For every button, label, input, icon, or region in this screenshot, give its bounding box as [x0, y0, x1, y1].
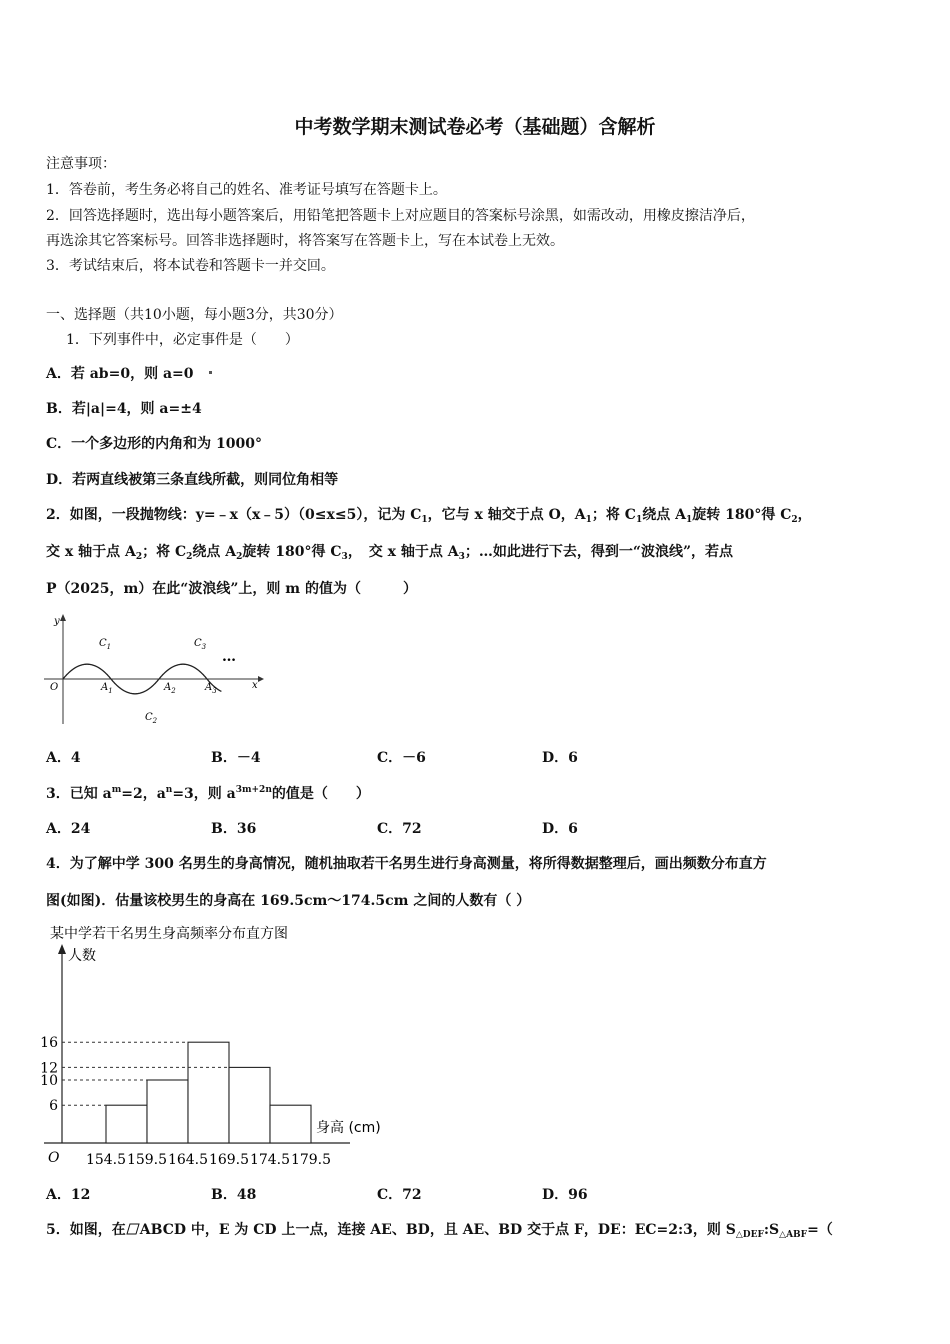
- x-tick-label: 154.5: [85, 1152, 127, 1168]
- continuation-dots: …: [222, 649, 236, 665]
- histogram-bar: [106, 1105, 147, 1143]
- x-label: x: [252, 680, 258, 691]
- q1-option-c: C．一个多边形的内角和为 1000°: [46, 436, 262, 452]
- x-tick-label: 174.5: [249, 1152, 291, 1168]
- stray-dot-mark: [209, 371, 212, 374]
- q4-option-c: C．72: [377, 1187, 422, 1203]
- c1-label: $C_1$: [99, 638, 112, 651]
- x-axis-arrow-icon: [258, 676, 264, 682]
- x-tick-label: 169.5: [208, 1152, 250, 1168]
- histogram-bar: [270, 1105, 311, 1143]
- q1-option-d: D．若两直线被第三条直线所截，则同位角相等: [46, 472, 339, 488]
- y-axis-label: 人数: [68, 948, 96, 964]
- q3-option-d: D．6: [542, 821, 578, 837]
- q3-option-a: A．24: [46, 821, 91, 837]
- notice-item-1: 1．答卷前，考生务必将自己的姓名、准考证号填写在答题卡上。: [46, 182, 447, 198]
- x-tick-label: 159.5: [126, 1152, 168, 1168]
- page-title: 中考数学期末测试卷必考（基础题）含解析: [294, 116, 656, 138]
- q4-option-b: B．48: [211, 1187, 257, 1203]
- histogram-bar: [229, 1067, 270, 1143]
- q4-option-d: D．96: [542, 1187, 588, 1203]
- q5-stem: 5．如图，在 ABCD 中，E 为 CD 上一点，连接 AE、BD，且 AE、BD 交于点 F，DE：EC=2:3，则 $S_{\triangle DEF}:S_{\triangle ABF}=$（: [46, 1222, 833, 1240]
- parallelogram-icon: [126, 1223, 140, 1235]
- histogram-bar: [188, 1042, 229, 1143]
- y-tick-label: 6: [49, 1098, 58, 1115]
- q4-line-2: 图(如图)．估量该校男生的身高在 169.5cm～174.5cm 之间的人数有（ ）: [46, 893, 531, 909]
- a2-label: $A_2$: [164, 682, 176, 695]
- q3-stem: 3．已知 $a^m=2$，$a^n=3$，则 $a^{3m+2n}$的值是（ ）: [46, 785, 370, 802]
- q1-stem: 1．下列事件中，必定事件是（ ）: [66, 332, 299, 348]
- y-tick-label: 16: [40, 1035, 58, 1052]
- x-tick-label: 164.5: [167, 1152, 209, 1168]
- c2-label: $C_2$: [145, 712, 158, 725]
- q2-option-b: B．－4: [211, 750, 261, 766]
- notice-item-2a: 2．回答选择题时，选出每小题答案后，用铅笔把答题卡上对应题目的答案标号涂黑，如需改动，用橡皮擦洁净后，: [46, 208, 755, 224]
- y-tick-label: 10: [40, 1073, 58, 1089]
- q1-option-b: B．若|a|=4，则 a=±4: [46, 401, 202, 417]
- y-tick-label: 12: [40, 1060, 58, 1077]
- histogram-bar: [147, 1080, 188, 1143]
- q4-line-1: 4．为了解中学 300 名男生的身高情况，随机抽取若干名男生进行身高测量，将所得数据整理后，画出频数分布直方: [46, 856, 767, 872]
- c3-label: $C_3$: [194, 638, 207, 651]
- wave-graph: [44, 612, 266, 727]
- x-tick-label: 179.5: [290, 1152, 332, 1168]
- y-label: y: [54, 616, 60, 627]
- q3-option-c: C．72: [377, 821, 422, 837]
- x-axis-label: 身高 (cm): [316, 1120, 381, 1136]
- q2-line-1: 2．如图，一段抛物线：y=﹣x（x﹣5）（0≤x≤5），记为 $C_1$，它与 x 轴交于点 O，$A_1$；将 $C_1$绕点 $A_1$旋转 180°得 $C_2$，: [46, 507, 812, 525]
- y-axis-arrow-icon: [60, 614, 66, 621]
- q1-option-a: A．若 ab=0，则 a=0: [46, 366, 194, 382]
- notice-item-3: 3．考试结束后，将本试卷和答题卡一并交回。: [46, 258, 335, 274]
- chart-title: 某中学若干名男生身高频率分布直方图: [50, 926, 288, 942]
- q4-option-a: A．12: [46, 1187, 91, 1203]
- q2-option-d: D．6: [542, 750, 578, 766]
- a1-label: $A_1$: [101, 682, 113, 695]
- y-axis-arrow-icon: [58, 944, 66, 954]
- a3-label: $A_3$: [205, 682, 217, 695]
- q2-line-2: 交 x 轴于点 $A_2$；将 $C_2$绕点 $A_2$旋转 180°得 $C_3$， 交 x 轴于点 $A_3$；…如此进行下去，得到一“波浪线”，若点: [46, 544, 734, 562]
- q2-option-a: A．4: [46, 750, 81, 766]
- histogram: [40, 918, 400, 1170]
- q3-option-b: B．36: [211, 821, 257, 837]
- origin-label: O: [50, 682, 59, 693]
- section-heading: 一、选择题（共10小题，每小题3分，共30分）: [46, 307, 343, 323]
- notice-heading: 注意事项：: [46, 156, 116, 172]
- q2-option-c: C．－6: [377, 750, 426, 766]
- notice-item-2b: 再选涂其它答案标号。回答非选择题时，将答案写在答题卡上，写在本试卷上无效。: [46, 233, 564, 249]
- origin-label: O: [48, 1150, 60, 1166]
- q2-line-3: P（2025，m）在此“波浪线”上，则 m 的值为（ ）: [46, 581, 417, 597]
